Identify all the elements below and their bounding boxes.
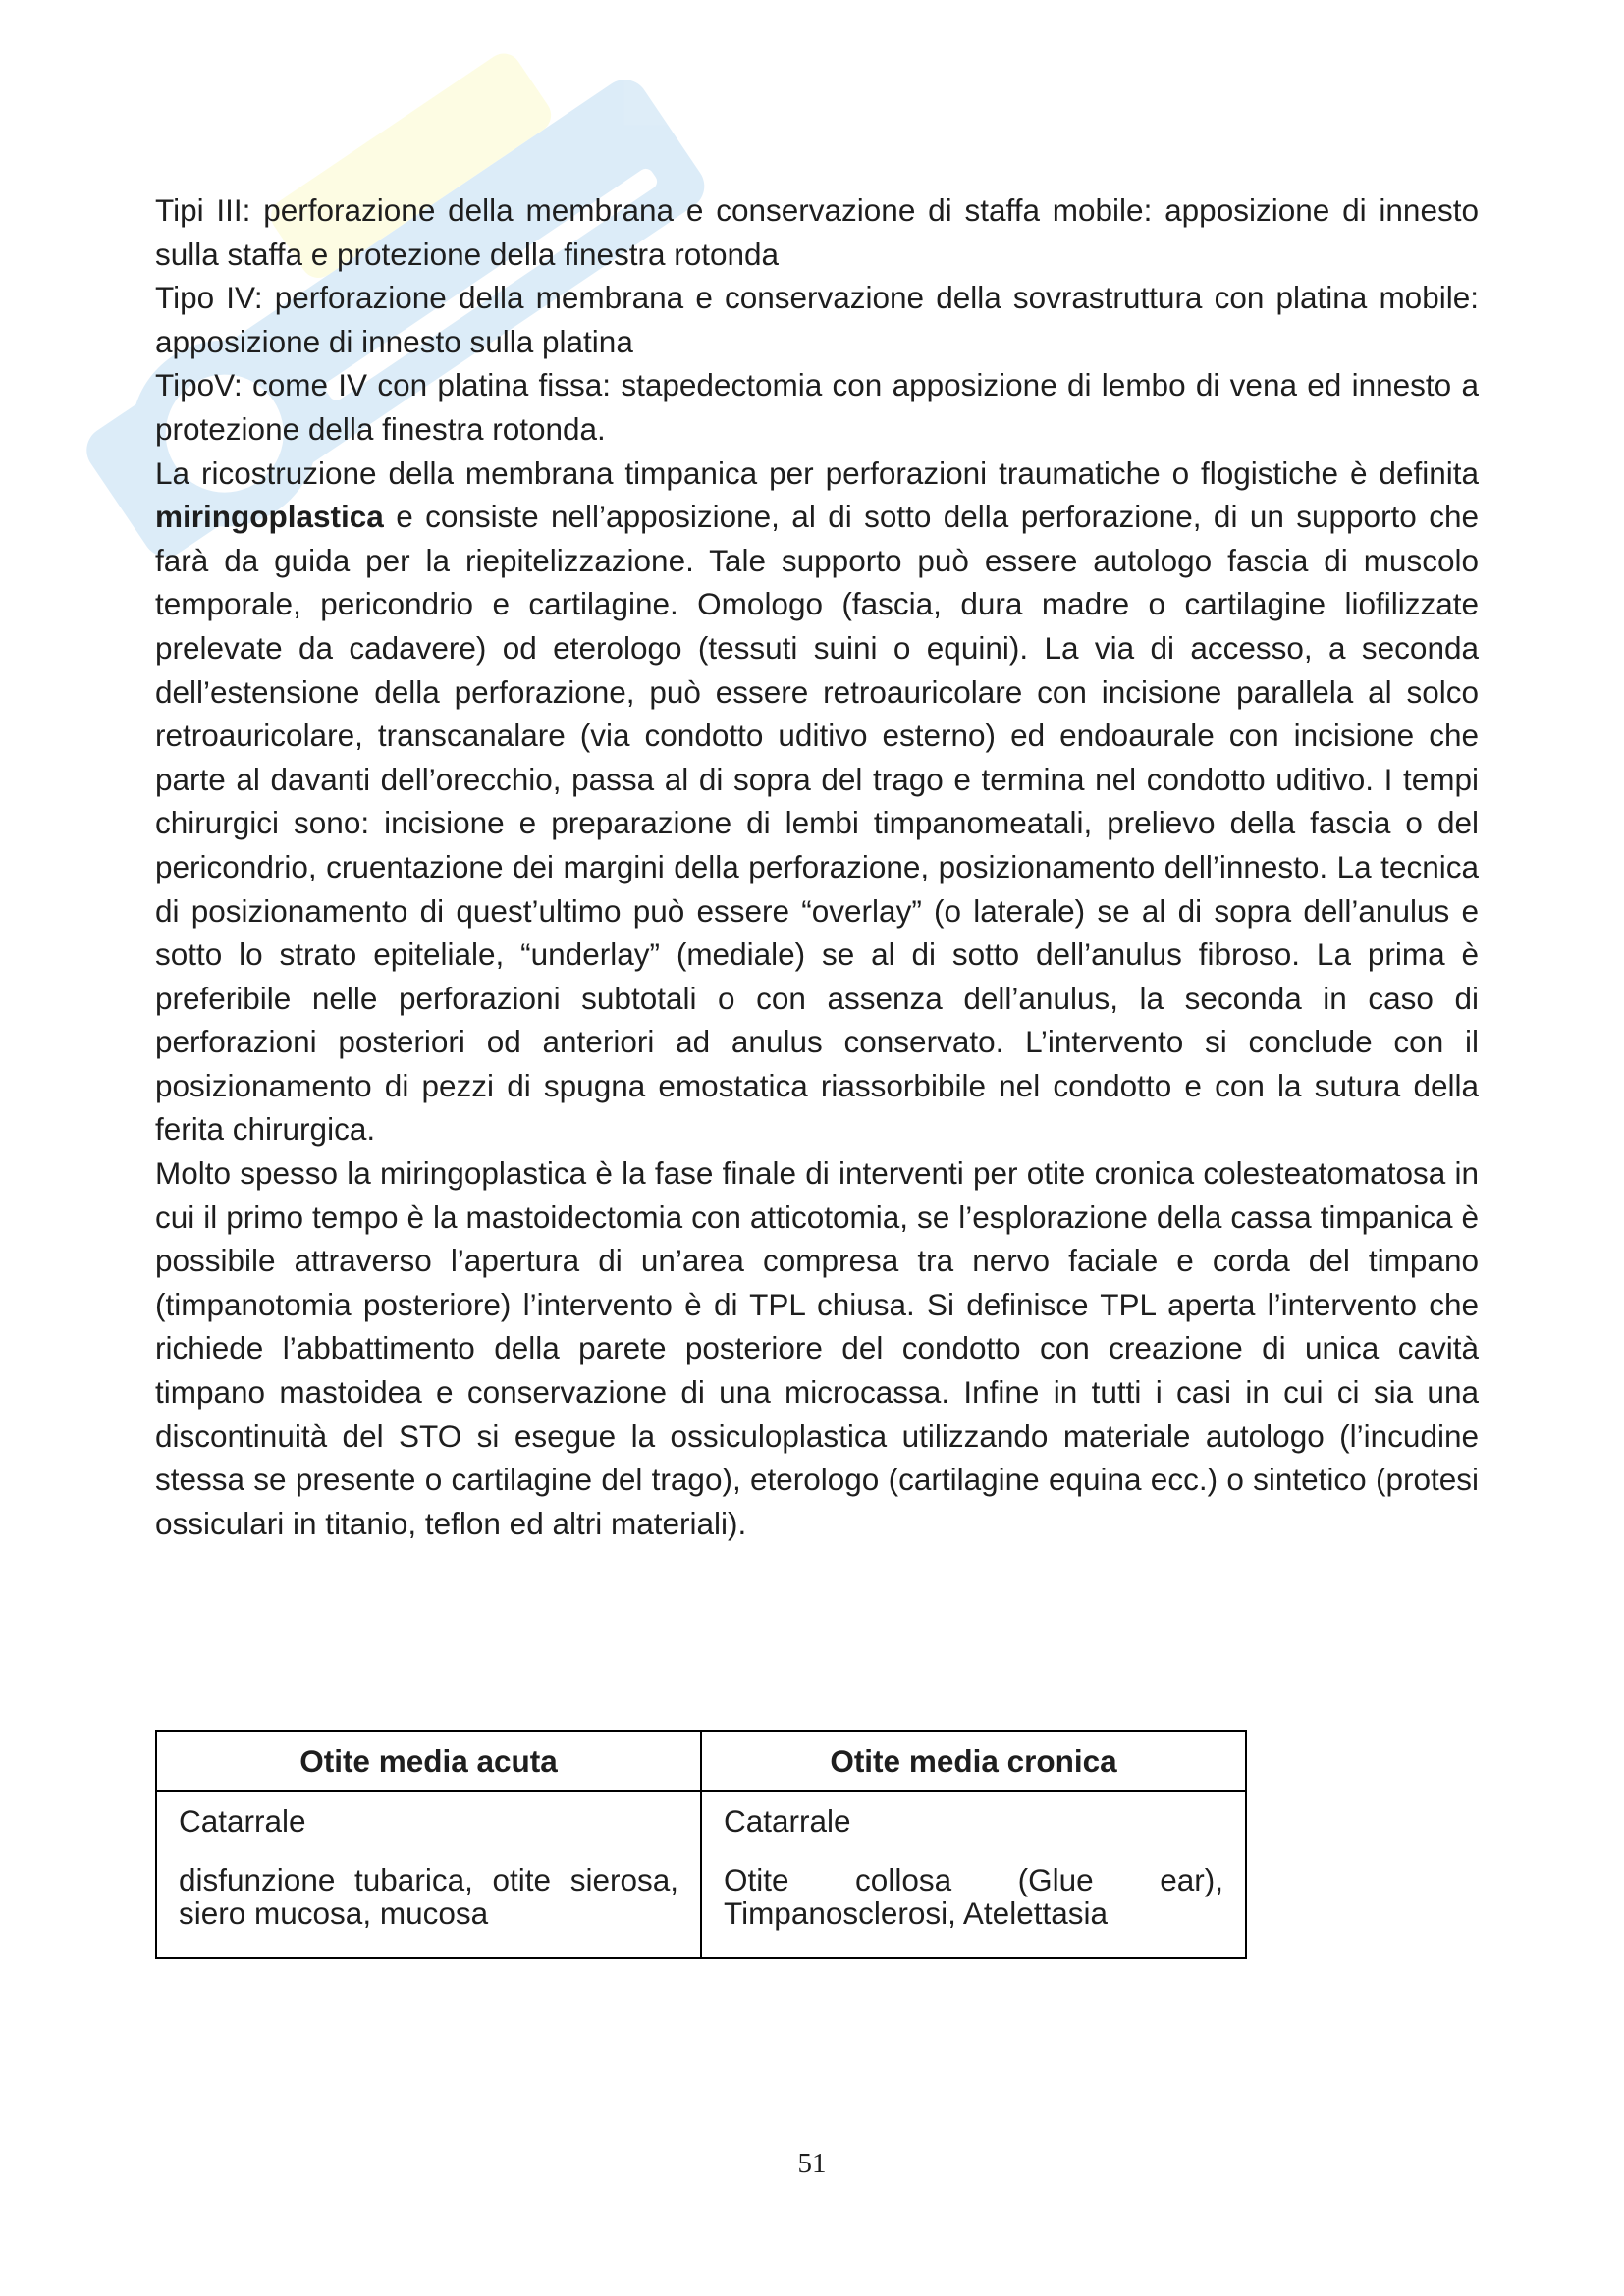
header-otite-cronica: Otite media cronica xyxy=(701,1731,1246,1791)
cell-acuta xyxy=(156,1791,701,1958)
cell-cronica xyxy=(701,1791,1246,1958)
otite-comparison-table xyxy=(155,1730,1247,1959)
acuta-label: Catarrale xyxy=(179,1803,306,1839)
table-header-row xyxy=(156,1731,1246,1791)
paragraph-miringoplastica-rest: e consiste nell’apposizione, al di sotto della perforazione, di un supporto che farà da guida per la riepitelizzazione. Tale supporto può essere autologo fascia di muscolo temporale, pericondrio e cartilagine. Omologo (fascia, dura madre o cartilagine liofilizzate prelevate da cadavere) od eterologo (tessuti suini o equini). La via di accesso, a seconda dell’estensione della perforazione, può essere retroauricolare con incisione parallela al solco retroauricolare, transcanalare (via condotto uditivo esterno) ed endoaurale con incisione che parte al davanti dell’orecchio, passa al di sopra del trago e termina nel condotto uditivo. I tempi chirurgici sono: incisione e preparazione di lembi timpanomeatali, prelievo della fascia o del pericondrio, cruentazione dei margini della perforazione, posizionamento dell’innesto. La tecnica di posizionamento di quest’ultimo può essere “overlay” (o laterale) se al di sopra dell’anulus e sotto lo strato epiteliale, “underlay” (mediale) se al di sotto dell’anulus fibroso. La prima è preferibile nelle perforazioni subtotali o con assenza dell’anulus, la seconda in caso di perforazioni posteriori od anteriori ad anulus conservato. L’intervento si conclude con il posizionamento di pezzi di spugna emostatica riassorbibile nel condotto e con la sutura della ferita chirurgica. xyxy=(155,499,1479,1148)
page-number: 51 xyxy=(797,2148,827,2179)
table-row xyxy=(156,1791,1246,1958)
cronica-label: Catarrale xyxy=(724,1803,851,1839)
term-miringoplastica: miringoplastica xyxy=(155,499,384,535)
paragraph-tipo-iv: Tipo IV: perforazione della membrana e conservazione della sovrastruttura con platina mobile: apposizione di innesto sulla platina xyxy=(155,280,1479,359)
paragraph-miringoplastica-intro: La ricostruzione della membrana timpanica per perforazioni traumatiche o flogistiche è definita xyxy=(155,454,1479,491)
header-otite-acuta: Otite media acuta xyxy=(156,1731,701,1791)
acuta-description: disfunzione tubarica, otite sierosa, siero mucosa, mucosa xyxy=(179,1862,678,1931)
document-body xyxy=(155,188,1479,1545)
paragraph-tipo-v: TipoV: come IV con platina fissa: stapedectomia con apposizione di lembo di vena ed innesto a protezione della finestra rotonda. xyxy=(155,367,1479,447)
paragraph-timpanoplastica: Molto spesso la miringoplastica è la fase finale di interventi per otite cronica colesteatomatosa in cui il primo tempo è la mastoidectomia con atticotomia, se l’esplorazione della cassa timpanica è possibile attraverso l’apertura di un’area compresa tra nervo faciale e corda del timpano (timpanotomia posteriore) l’intervento è di TPL chiusa. Si definisce TPL aperta l’intervento che richiede l’abbattimento della parete posteriore del condotto con creazione di unica cavità timpano mastoidea e conservazione di una microcassa. Infine in tutti i casi in cui ci sia una discontinuità del STO si esegue la ossiculoplastica utilizzando materiale autologo (l’incudine stessa se presente o cartilagine del trago), eterologo (cartilagine equina ecc.) o sintetico (protesi ossiculari in titanio, teflon ed altri materiali). xyxy=(155,1155,1479,1541)
paragraph-miringoplastica xyxy=(155,452,1479,1152)
paragraph-tipo-iii: Tipi III: perforazione della membrana e conservazione di staffa mobile: apposizione di innesto sulla staffa e protezione della finestra rotonda xyxy=(155,192,1479,272)
cronica-description: Otite collosa (Glue ear), Timpanosclerosi, Atelettasia xyxy=(724,1862,1223,1931)
